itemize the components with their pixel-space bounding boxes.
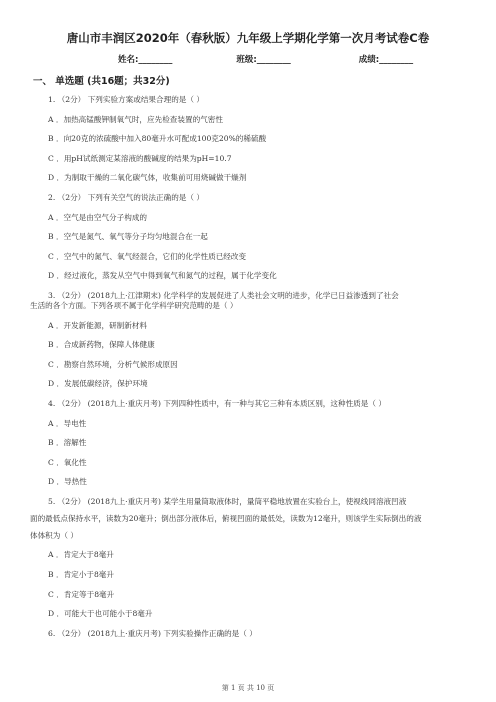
option: C ．肯定等于8毫升	[48, 589, 115, 599]
option: B ．空气是氮气、氧气等分子均匀地混合在一起	[48, 232, 208, 242]
question-3: 3. （2分） (2018九上·江津期末) 化学科学的发展促进了人类社会文明的进步，化学已日益渗透到了社会	[48, 290, 399, 300]
option: A ．开发新能源，研制新材料	[48, 320, 148, 330]
option: A ．加热高锰酸钾制氧气时，应先检查装置的气密性	[48, 114, 223, 124]
section-heading: 一、 单选题 (共16题；共32分)	[33, 76, 170, 87]
option: C ．空气中的氮气、氧气经混合，它们的化学性质已经改变	[48, 251, 247, 261]
option: B ．溶解性	[48, 438, 87, 448]
option: C ．勘察自然环境，分析气候形成原因	[48, 359, 178, 369]
question-6: 6. （2分） (2018九上·重庆月考) 下列实验操作正确的是（ ）	[48, 628, 257, 638]
question-4: 4. （2分） (2018九上·重庆月考) 下列四种性质中，有一种与其它三种有本质区别，这种性质是（ ）	[48, 398, 386, 408]
option: A ．导电性	[48, 418, 87, 428]
option: D ．发展低碳经济，保护环境	[48, 379, 148, 389]
question-2: 2. （2分） 下列有关空气的说法正确的是（ ）	[48, 192, 205, 202]
question-5: 5. （2分） (2018九上·重庆月考) 某学生用量筒取液体时，量筒平稳地放置在实验台上，使视线同溶液凹液	[48, 496, 407, 506]
option: D ．可能大于也可能小于8毫升	[48, 609, 153, 619]
option: D ．经过液化，蒸发从空气中得到氧气和氮气的过程，属于化学变化	[48, 271, 277, 281]
student-info	[118, 53, 413, 65]
question-1: 1. （2分） 下列实验方案或结果合理的是（ ）	[48, 95, 205, 104]
option: C ．用pH试纸测定某溶液的酸碱度的结果为pH=10.7	[48, 153, 232, 163]
document-title: 唐山市丰润区2020年（春秋版）九年级上学期化学第一次月考试卷C卷	[66, 31, 430, 45]
score-field: 成绩:________	[358, 55, 414, 65]
question-5-cont: 面的最低点保持水平，读数为20毫升；倒出部分液体后，俯视凹面的最低处，读数为12毫升，则该学生实际倒出的液	[30, 513, 422, 523]
question-5-cont: 体体积为（ ）	[30, 530, 78, 540]
option: B ．合成新药物，保障人体健康	[48, 340, 155, 350]
option: D ．为制取干燥的二氧化碳气体，收集前可用烧碱做干燥剂	[48, 173, 247, 183]
option: A ．空气是由空气分子构成的	[48, 212, 148, 222]
class-field: 班级:________	[236, 55, 291, 65]
question-3-cont: 生活的各个方面。下列各项不属于化学科学研究范畴的是（ ）	[30, 300, 238, 310]
option: B ．肯定小于8毫升	[48, 570, 114, 580]
name-field: 姓名:________	[118, 55, 173, 65]
option: D ．导热性	[48, 477, 87, 487]
option: A ．肯定大于8毫升	[48, 550, 114, 560]
question-list	[30, 95, 470, 648]
option: C ．氧化性	[48, 457, 87, 467]
page-footer: 第 1 页 共 10 页	[221, 684, 275, 692]
option: B ．向20克的浓硫酸中加入80毫升水可配成100克20%的稀硫酸	[48, 134, 267, 144]
